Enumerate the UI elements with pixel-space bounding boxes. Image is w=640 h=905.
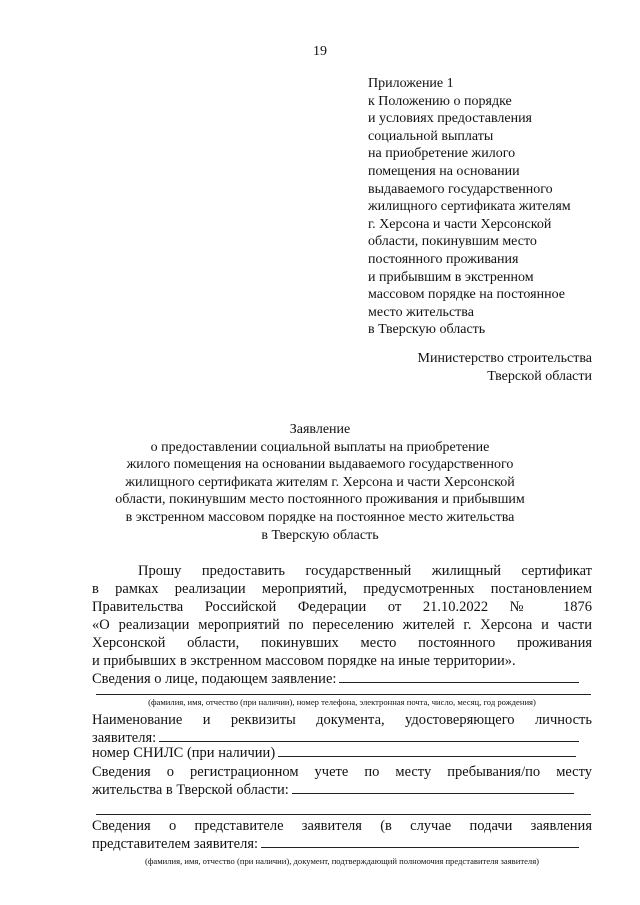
request-line: Прошу предоставить государственный жилищный сертификат xyxy=(138,563,592,579)
appendix-line: и условиях предоставления xyxy=(368,111,532,127)
recipient-line: Тверской области xyxy=(487,369,592,384)
registration-label: Сведения о регистрационном учете по месту пребывания/по месту xyxy=(92,764,592,780)
title-line: жилого помещения на основании выдаваемого государственного xyxy=(126,457,514,473)
applicant-info-field-line[interactable] xyxy=(96,694,591,695)
title-line: в экстренном массовом порядке на постоянное место жительства xyxy=(125,509,515,525)
applicant-info-label: Сведения о лице, подающем заявление: xyxy=(92,671,337,687)
request-line: и прибывших в экстренном массовом порядке на иные территории». xyxy=(92,653,516,669)
title-line: жилищного сертификата жителям г. Херсона и части Херсонской xyxy=(125,474,515,490)
appendix-line: социальной выплаты xyxy=(368,128,494,144)
appendix-line: Приложение 1 xyxy=(368,76,454,91)
appendix-note xyxy=(368,75,571,339)
representative-field[interactable] xyxy=(261,835,579,848)
registration-field-line[interactable] xyxy=(96,814,591,815)
identity-doc-label: Наименование и реквизиты документа, удостоверяющего личность xyxy=(92,712,592,728)
applicant-info-row xyxy=(92,670,579,688)
identity-doc-block xyxy=(92,711,592,747)
title-line: Заявление xyxy=(289,422,351,437)
title-line: в Тверскую область xyxy=(261,527,379,543)
registration-label-cont: жительства в Тверской области: xyxy=(92,782,289,798)
appendix-line: постоянного проживания xyxy=(368,251,519,267)
appendix-line: место жительства xyxy=(368,304,474,320)
representative-block xyxy=(92,817,592,853)
registration-field[interactable] xyxy=(292,781,574,794)
title-line: о предоставлении социальной выплаты на приобретение xyxy=(150,439,490,455)
applicant-info-caption: (фамилия, имя, отчество (при наличии), номер телефона, электронная почта, число, месяц, год рождения) xyxy=(148,697,536,707)
request-paragraph xyxy=(92,562,592,670)
registration-block xyxy=(92,763,592,799)
identity-doc-label-cont: заявителя: xyxy=(92,730,157,746)
request-line: в рамках реализации мероприятий, предусмотренных постановлением xyxy=(92,581,592,597)
identity-doc-field[interactable] xyxy=(159,729,579,742)
appendix-line: массовом порядке на постоянное xyxy=(368,287,565,303)
request-line: «О реализации мероприятий по переселению жителей г. Херсона и части xyxy=(92,617,592,633)
appendix-line: жилищного сертификата жителям xyxy=(368,199,571,215)
representative-label-cont: представителем заявителя: xyxy=(92,836,259,852)
appendix-line: в Тверскую область xyxy=(368,322,486,338)
document-title xyxy=(0,421,640,544)
appendix-line: г. Херсона и части Херсонской xyxy=(368,216,552,232)
title-line: области, покинувшим место постоянного проживания и прибывшим xyxy=(115,492,525,508)
appendix-line: к Положению о порядке xyxy=(368,93,512,109)
recipient-block xyxy=(418,350,593,386)
appendix-line: выдаваемого государственного xyxy=(368,181,553,197)
appendix-line: помещения на основании xyxy=(368,163,520,179)
page-number: 19 xyxy=(313,44,327,59)
request-line: Правительства Российской Федерации от 21.10.2022 № 1876 xyxy=(92,599,592,615)
representative-caption: (фамилия, имя, отчество (при наличии), документ, подтверждающий полномочия представителя заявителя) xyxy=(144,856,540,866)
representative-label: Сведения о представителе заявителя (в случае подачи заявления xyxy=(92,818,592,834)
snils-field[interactable] xyxy=(278,744,576,757)
snils-label: номер СНИЛС (при наличии) xyxy=(92,745,276,761)
appendix-line: на приобретение жилого xyxy=(368,146,516,162)
request-line: Херсонской области, покинувших место постоянного проживания xyxy=(92,635,592,651)
appendix-line: области, покинувшим место xyxy=(368,234,537,250)
applicant-info-field[interactable] xyxy=(339,670,579,683)
appendix-line: и прибывшим в экстренном xyxy=(368,269,534,285)
recipient-line: Министерство строительства xyxy=(417,351,592,366)
snils-row xyxy=(92,744,576,762)
